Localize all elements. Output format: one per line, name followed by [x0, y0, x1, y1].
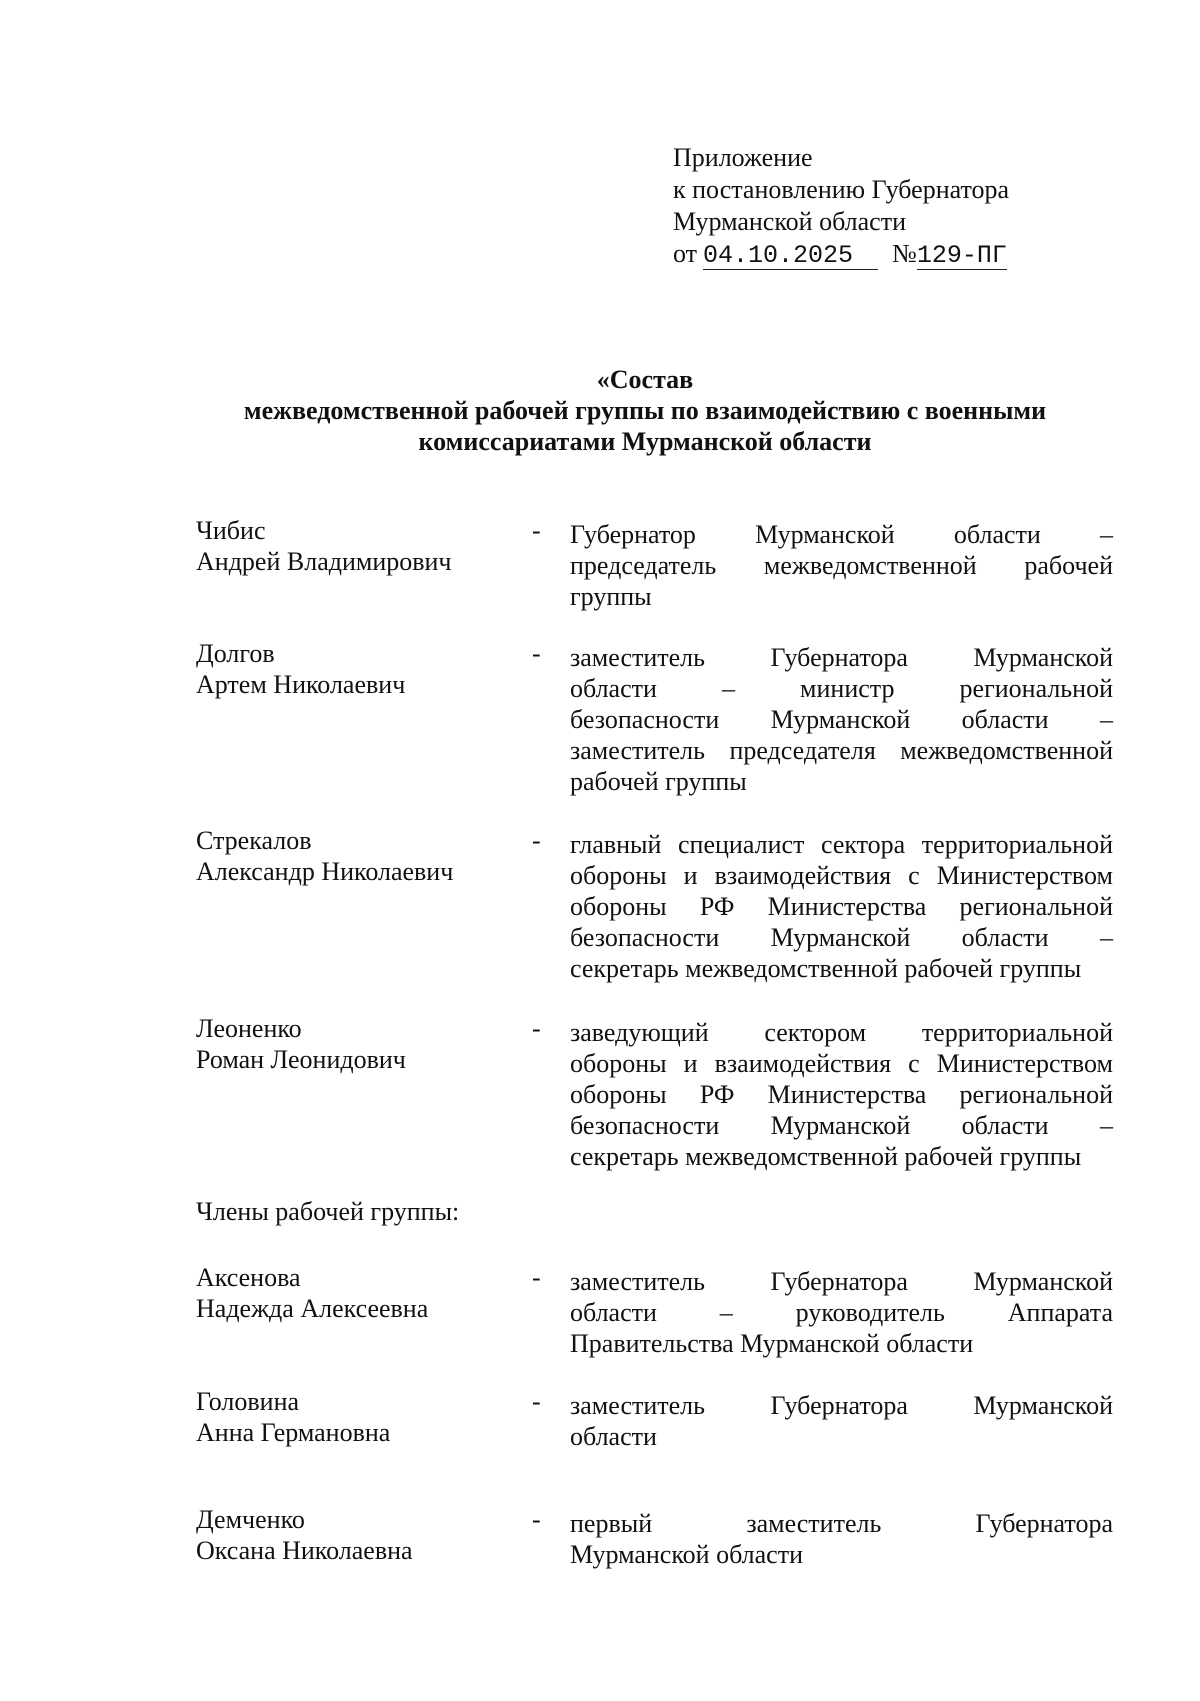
person-name	[196, 1262, 428, 1324]
role-line: заместитель Губернатора Мурманской	[570, 1391, 1113, 1420]
role-line: председатель межведомственной рабочей	[570, 551, 1113, 580]
appendix-line-3: Мурманской области	[673, 207, 906, 236]
role-line: обороны и взаимодействия с Министерством	[570, 1049, 1113, 1078]
role-line: области – руководитель Аппарата	[570, 1298, 1113, 1327]
document-date: 04.10.2025	[703, 243, 878, 270]
title-line-2: межведомственной рабочей группы по взаимодействию с военными	[243, 396, 1047, 425]
members-heading: Члены рабочей группы:	[196, 1197, 460, 1226]
title-line-3: комиссариатами Мурманской области	[418, 427, 872, 456]
person-role	[570, 829, 1113, 984]
person-surname: Головина	[196, 1387, 300, 1416]
person-name	[196, 638, 405, 700]
person-given-names: Александр Николаевич	[196, 857, 454, 886]
person-given-names: Андрей Владимирович	[196, 547, 452, 576]
appendix-line-2: к постановлению Губернатора	[673, 175, 1010, 204]
entry-dash: -	[532, 1014, 541, 1043]
person-given-names: Оксана Николаевна	[196, 1536, 413, 1565]
role-line: Правительства Мурманской области	[570, 1329, 974, 1358]
number-prefix: №	[892, 239, 917, 268]
role-line: области	[570, 1422, 657, 1451]
role-line: первый заместитель Губернатора	[570, 1509, 1113, 1538]
title-line-1: «Состав	[596, 365, 694, 394]
person-surname: Стрекалов	[196, 826, 312, 855]
person-given-names: Анна Германовна	[196, 1418, 391, 1447]
role-line: заместитель Губернатора Мурманской	[570, 643, 1113, 672]
appendix-line-1: Приложение	[673, 143, 813, 172]
person-surname: Аксенова	[196, 1263, 301, 1292]
person-role	[570, 1508, 1113, 1570]
role-line: заведующий сектором территориальной	[570, 1018, 1113, 1047]
role-line: обороны РФ Министерства региональной	[570, 892, 1113, 921]
entry-dash: -	[532, 826, 541, 855]
document-number: 129-ПГ	[916, 241, 1007, 270]
person-role	[570, 1017, 1113, 1172]
role-line: обороны РФ Министерства региональной	[570, 1080, 1113, 1109]
person-name	[196, 1013, 406, 1075]
role-line: группы	[570, 582, 652, 611]
person-role	[570, 1266, 1113, 1359]
person-surname: Долгов	[196, 639, 275, 668]
person-name	[196, 515, 452, 577]
entry-dash: -	[532, 516, 541, 545]
role-line: главный специалист сектора территориальной	[570, 830, 1113, 859]
role-line: безопасности Мурманской области –	[570, 923, 1113, 952]
role-line: секретарь межведомственной рабочей группы	[570, 1142, 1082, 1171]
person-given-names: Роман Леонидович	[196, 1045, 406, 1074]
entry-dash: -	[532, 639, 541, 668]
role-line: заместитель Губернатора Мурманской	[570, 1267, 1113, 1296]
person-role	[570, 642, 1113, 797]
entry-dash: -	[532, 1387, 541, 1416]
appendix-block	[673, 142, 1009, 270]
role-line: Мурманской области	[570, 1540, 803, 1569]
person-surname: Чибис	[196, 516, 266, 545]
date-prefix: от	[673, 239, 698, 268]
role-line: безопасности Мурманской области –	[570, 705, 1113, 734]
role-line: безопасности Мурманской области –	[570, 1111, 1113, 1140]
person-surname: Леоненко	[196, 1014, 302, 1043]
person-name	[196, 825, 453, 887]
role-line: заместитель председателя межведомственной	[570, 736, 1113, 765]
role-line: обороны и взаимодействия с Министерством	[570, 861, 1113, 890]
entry-dash: -	[532, 1505, 541, 1534]
person-given-names: Надежда Алексеевна	[196, 1294, 429, 1323]
document-title	[150, 364, 1140, 457]
role-line: области – министр региональной	[570, 674, 1113, 703]
person-role	[570, 1390, 1113, 1452]
person-name	[196, 1504, 413, 1566]
person-given-names: Артем Николаевич	[196, 670, 406, 699]
person-role	[570, 519, 1113, 612]
role-line: секретарь межведомственной рабочей группы	[570, 954, 1082, 983]
role-line: рабочей группы	[570, 767, 747, 796]
person-name	[196, 1386, 390, 1448]
person-surname: Демченко	[196, 1505, 305, 1534]
role-line: Губернатор Мурманской области –	[570, 520, 1113, 549]
appendix-date-line	[673, 238, 1009, 270]
entry-dash: -	[532, 1263, 541, 1292]
